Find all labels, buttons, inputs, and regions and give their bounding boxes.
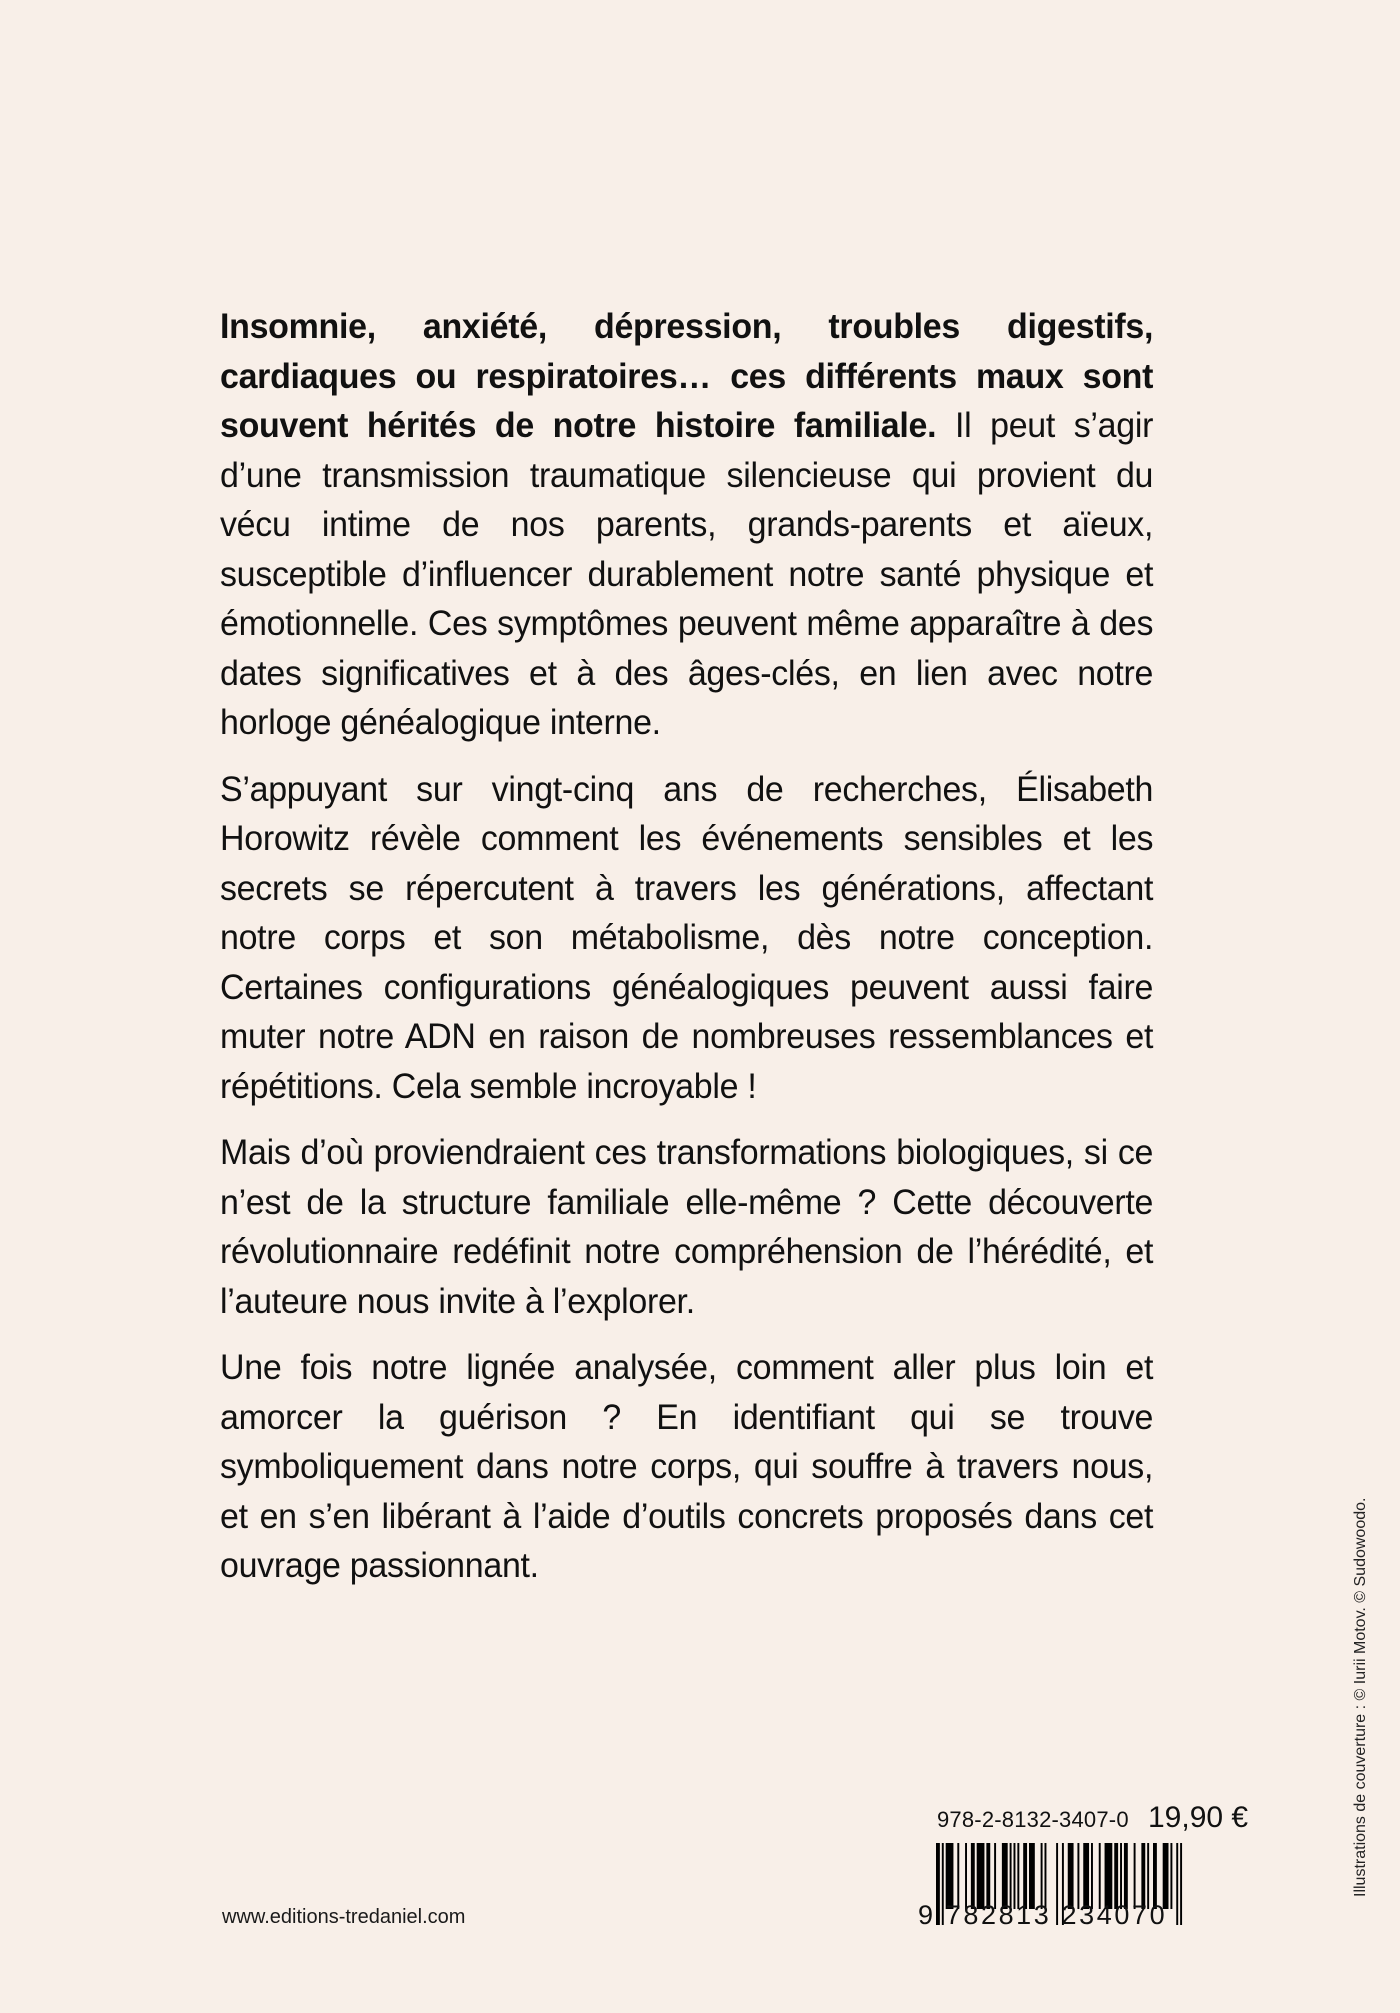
paragraph-1-bold-lead: Insomnie, anxiété, dépression, troubles digestifs, cardiaques ou respiratoires… ces différents maux sont souvent hérités de notre histoire familiale. [220,307,1154,445]
paragraph-4: Une fois notre lignée analysée, comment aller plus loin et amorcer la guérison ? En identifiant qui se trouve symboliquement dans notre corps, qui souffre à travers nous, et en s’en libérant à l’aide d’outils concrets proposés dans cet ouvrage passionnant. [220,1348,1154,1585]
isbn: 978-2-8132-3407-0 [937,1807,1129,1832]
barcode-bar [1176,1843,1178,1925]
barcode-digits: 9 782813 234070 [918,1900,1168,1930]
barcode-bar [1180,1843,1182,1925]
back-cover-text [220,302,1153,1608]
publisher-website: www.editions-tredaniel.com [222,1906,466,1928]
barcode-bar [1170,1843,1172,1909]
paragraph-1 [220,302,1153,748]
paragraph-3: Mais d’où proviendraient ces transformations biologiques, si ce n’est de la structure familiale elle-même ? Cette découverte révolutionnaire redéfinit notre compréhension de l’hérédité, et l’auteure nous invite à l’explorer. [220,1133,1154,1321]
price: 19,90 € [1148,1801,1249,1834]
cover-illustration-credits: Illustrations de couverture : © Iurii Motov. © Sudowoodo. [1352,1497,1369,1897]
paragraph-1-text: Il peut s’agir d’une transmission traumatique silencieuse qui provient du vécu intime de nos parents, grands-parents et aïeux, susceptible d’influencer durablement notre santé physique et émotionnelle. Ces symptômes peuvent même apparaître à des dates significatives et à des âges-clés, en lien avec notre horloge généalogique interne. [220,406,1154,742]
paragraph-2: S’appuyant sur vingt-cinq ans de recherches, Élisabeth Horowitz révèle comment les événements sensibles et les secrets se répercutent à travers les générations, affectant notre corps et son métabolisme, dès notre conception. Certaines configurations généalogiques peuvent aussi faire muter notre ADN en raison de nombreuses ressemblances et répétitions. Cela semble incroyable ! [220,769,1154,1106]
